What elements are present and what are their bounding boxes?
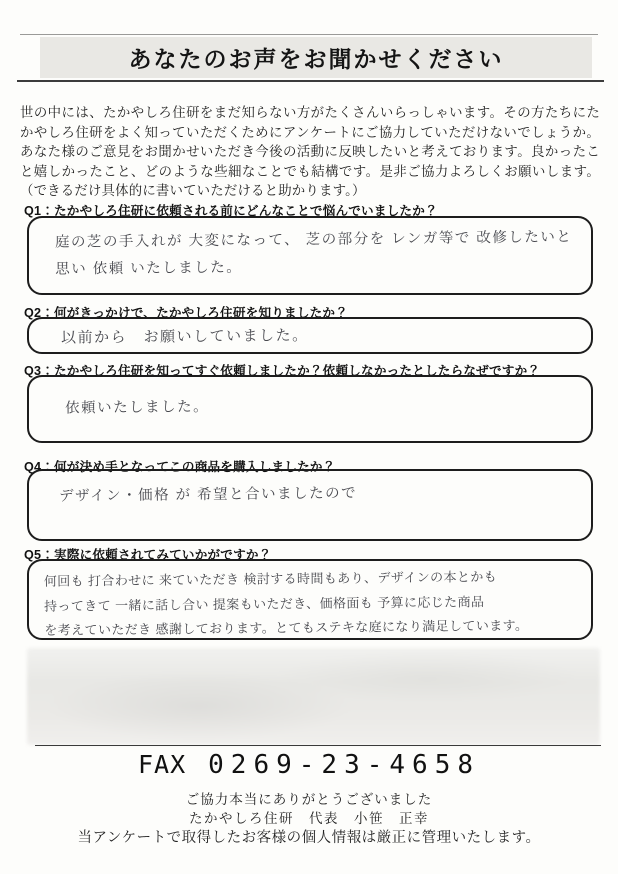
fax-label: FAX (138, 750, 187, 779)
question-5-handwritten-answer: 何回も 打合わせに 来ていただき 検討する時間もあり、デザインの本とかも 持ってきて 一緒に話し合い 提案もいただき、価格面も 予算に応じた商品 を考えていただき 感謝しております。とてもステキな庭になり満足しています。 (43, 569, 529, 638)
redacted-scan-area (27, 648, 600, 745)
question-4-label: Q4：何が決め手となってこの商品を購入しましたか？ (24, 460, 336, 474)
divider (17, 80, 604, 82)
question-2-handwritten-answer: 以前から お願いしていました。 (60, 327, 309, 347)
question-4-handwritten-answer: デザイン・価格 が 希望と合いましたので (58, 485, 358, 505)
fax-line (0, 750, 618, 780)
question-1-handwritten-answer: 庭の芝の手入れが 大変になって、 芝の部分を レンガ等で 改修したいと 思い 依頼 いたしました。 (54, 229, 573, 278)
question-4-answer-box (27, 469, 593, 541)
question-1-answer-box (27, 216, 593, 295)
question-3-label: Q3：たかやしろ住研を知ってすぐ依頼しましたか？依頼しなかったとしたらなぜですか？ (24, 364, 541, 378)
question-2-label: Q2：何がきっかけで、たかやしろ住研を知りましたか？ (24, 306, 348, 320)
divider (35, 745, 601, 746)
fax-number: 0269-23-4658 (208, 750, 480, 780)
title-banner (40, 37, 592, 78)
page-title: あなたのお声をお聞かせください (128, 47, 504, 72)
company-line: たかやしろ住研 代表 小笹 正幸 (189, 811, 429, 826)
intro-paragraph: 世の中には、たかやしろ住研をまだ知らない方がたくさんいらっしゃいます。その方たちにたかやしろ住研をよく知っていただくためにアンケートにご協力していただけないでしょうか。あなた様のご意見をお聞かせいただき今後の活動に反映したいと考えております。良かったこと嬉しかったこと、どのような些細なことでも結構です。是非ご協力よろしくお願いします。（できるだけ具体的に書いていただけると助かります。） (20, 105, 600, 199)
question-1-label: Q1：たかやしろ住研に依頼される前にどんなことで悩んでいましたか？ (24, 204, 438, 218)
question-5-answer-box (27, 559, 593, 640)
question-2-answer-box (27, 317, 593, 354)
divider (20, 34, 598, 35)
privacy-line: 当アンケートで取得したお客様の個人情報は厳正に管理いたします。 (77, 830, 541, 846)
question-5-label: Q5：実際に依頼されてみていかがですか？ (24, 548, 272, 562)
thanks-line: ご協力本当にありがとうございました (185, 792, 433, 807)
question-3-answer-box (27, 375, 593, 443)
question-3-handwritten-answer: 依頼いたしました。 (65, 399, 210, 417)
